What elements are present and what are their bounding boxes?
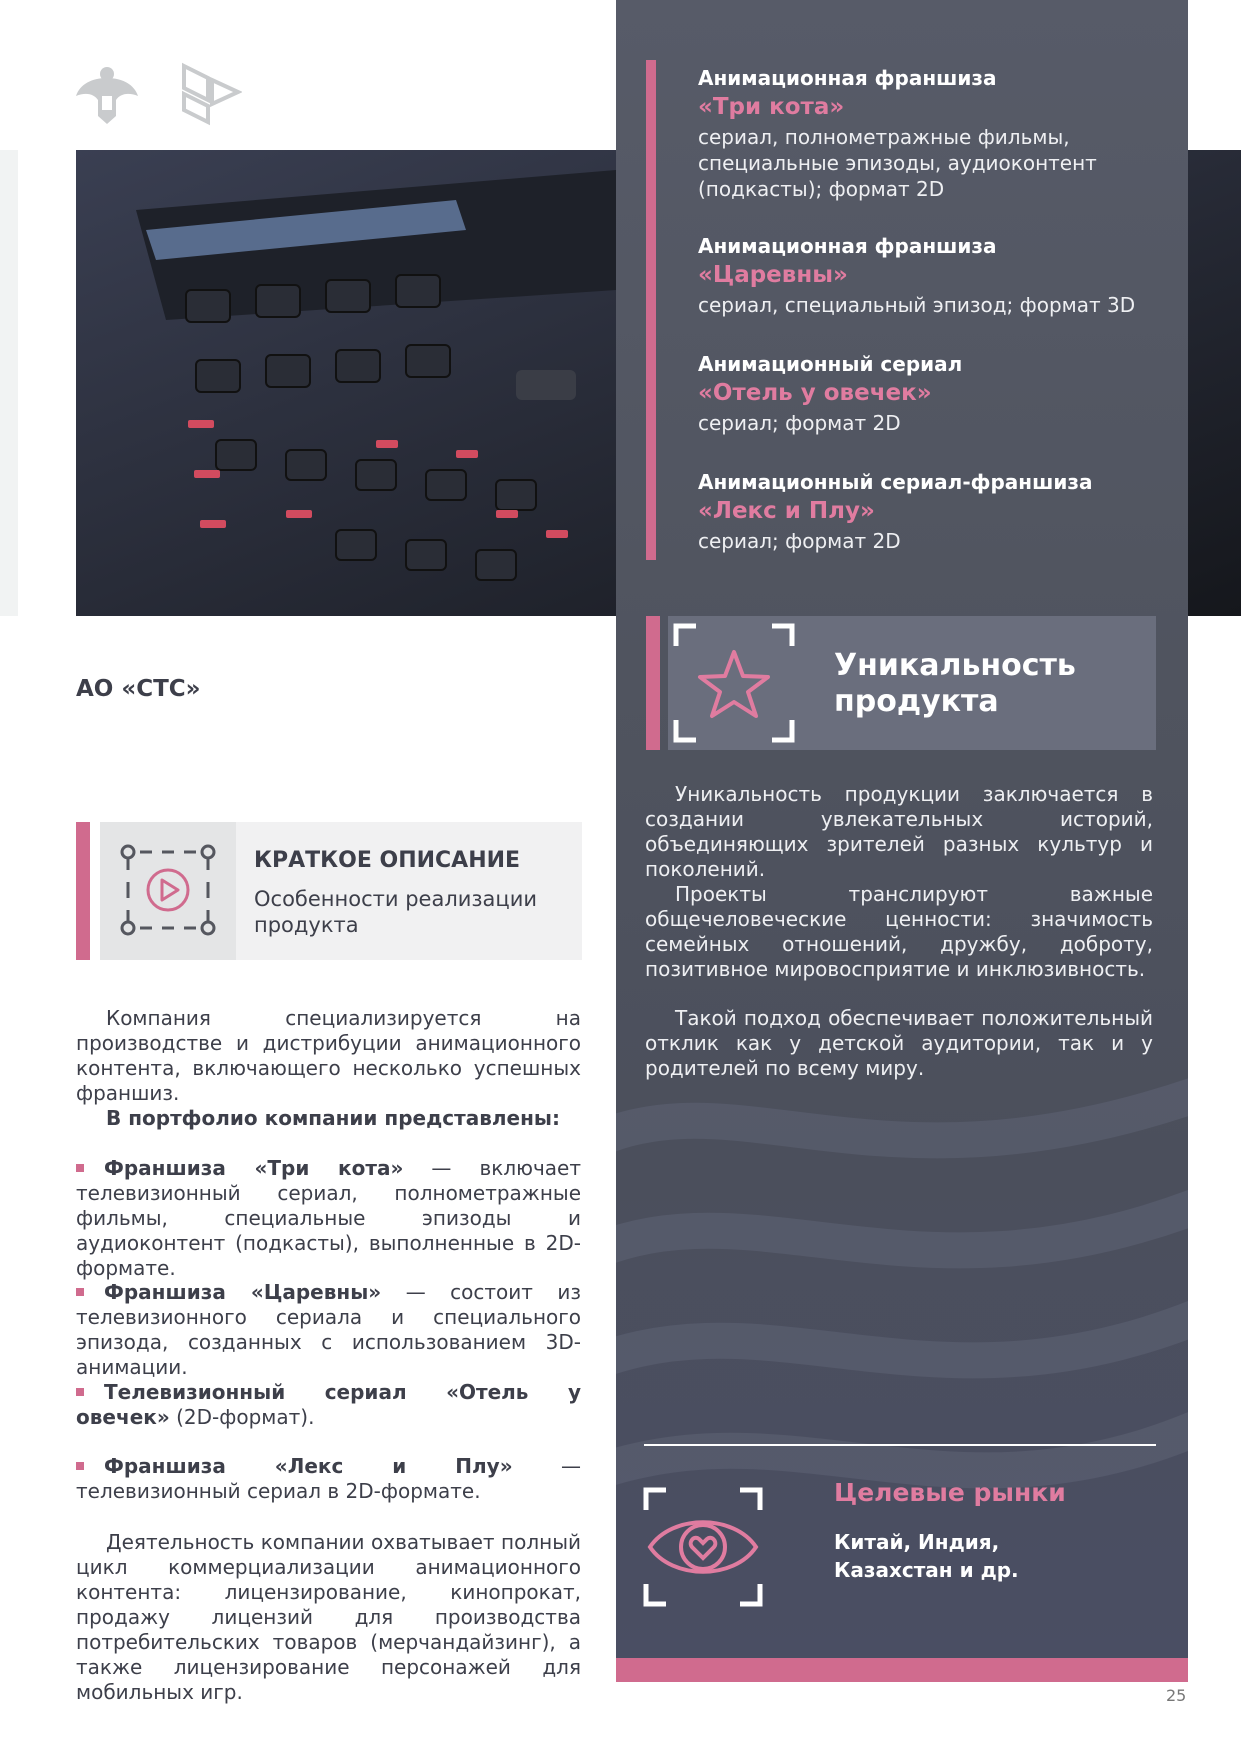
portfolio-heading: В портфолио компании представлены: [106, 1106, 560, 1130]
franchise-item [698, 470, 1158, 554]
bullet-marker [76, 1462, 84, 1470]
markets-line: Казахстан и др. [834, 1558, 1019, 1582]
brief-title: КРАТКОЕ ОПИСАНИЕ [254, 848, 521, 873]
company-name: АО «СТС» [76, 676, 201, 702]
bullet-item [76, 1454, 581, 1504]
franchise-desc: сериал, специальный эпизод; формат 3D [698, 293, 1136, 317]
company-logo [180, 60, 242, 126]
bullet-item [76, 1380, 581, 1430]
paragraph-text: Такой подход обеспечивает положительный отклик как у детской аудитории, так и у родителей по всему миру. [645, 1006, 1153, 1080]
franchise-name: «Лекс и Плу» [698, 498, 875, 524]
franchise-accent-bar [646, 60, 656, 560]
paragraph-text: Уникальность продукции заключается в создании увлекательных историй, объединяющих зрителей разных культур и поколений. [645, 782, 1153, 881]
video-play-icon [100, 822, 236, 960]
markets-list [834, 1528, 1019, 1584]
closing-paragraph [76, 1530, 581, 1705]
franchise-desc: сериал; формат 2D [698, 411, 901, 435]
uniqueness-title: Уникальность продукта [834, 648, 1076, 719]
franchise-type: Анимационный сериал [698, 352, 963, 376]
bullet-marker [76, 1164, 84, 1172]
franchise-name: «Царевны» [698, 262, 848, 288]
franchise-item [698, 234, 1158, 318]
page-number: 25 [1166, 1686, 1187, 1705]
bullet-text: — состоит из телевизионного сериала и специального эпизода, созданных с использованием 3D-анимации. [76, 1280, 581, 1379]
section-divider [644, 1444, 1156, 1446]
paragraph-text: Компания специализируется на производстве и дистрибуции анимационного контента, включающего несколько успешных франшиз. [76, 1006, 581, 1105]
paragraph-text: Деятельность компании охватывает полный цикл коммерциализации анимационного контента: лицензирование, кинопрокат, продажу лицензий для производства потребительских товаров (мерчандайзинг), а также лицензирование персонажей для мобильных игр. [76, 1530, 581, 1704]
franchise-name: «Три кота» [698, 94, 845, 120]
brief-icon-box [100, 822, 236, 960]
bullet-bold: Франшиза «Три кота» [104, 1156, 404, 1180]
markets-line: Китай, Индия, [834, 1530, 1000, 1554]
franchise-name: «Отель у овечек» [698, 380, 932, 406]
uniqueness-paragraph [645, 1006, 1153, 1081]
edge-panel [0, 150, 18, 616]
bullet-marker [76, 1288, 84, 1296]
brief-subtitle: Особенности реализации продукта [254, 887, 538, 937]
bullet-text: — телевизионный сериал в 2D-формате. [76, 1454, 582, 1503]
franchise-type: Анимационная франшиза [698, 66, 997, 90]
eye-heart-icon [642, 1486, 764, 1608]
franchise-item [698, 66, 1158, 202]
bullet-marker [76, 1388, 84, 1396]
bullet-bold: Франшиза «Царевны» [104, 1280, 382, 1304]
bullet-item [76, 1280, 581, 1380]
markets-title: Целевые рынки [834, 1478, 1066, 1507]
franchise-type: Анимационный сериал-франшиза [698, 470, 1093, 494]
paragraph-text: Проекты транслируют важные общечеловеческие ценности: значимость семейных отношений, дружбу, доброту, позитивное мировосприятие и инклюзивность. [645, 882, 1153, 981]
bottom-accent-bar [616, 1658, 1188, 1682]
bullet-bold: Телевизионный сериал «Отель у овечек» [76, 1380, 581, 1429]
franchise-item [698, 352, 1158, 436]
bullet-item [76, 1156, 581, 1281]
uniqueness-accent-bar [646, 616, 660, 750]
franchise-desc: сериал; формат 2D [698, 529, 901, 553]
state-emblem-logo [72, 60, 142, 126]
bullet-text: — включает телевизионный сериал, полнометражные фильмы, специальные эпизоды и аудиоконтент (подкасты), выполненные в 2D-формате. [76, 1156, 581, 1280]
intro-paragraph [76, 1006, 581, 1106]
uniqueness-paragraph [645, 882, 1153, 982]
bullet-bold: Франшиза «Лекс и Плу» [104, 1454, 513, 1478]
brief-accent-bar [76, 822, 90, 960]
uniqueness-paragraph [645, 782, 1153, 882]
star-icon [672, 622, 796, 744]
franchise-desc: сериал, полнометражные фильмы, специальные эпизоды, аудиоконтент (подкасты); формат 2D [698, 125, 1097, 201]
franchise-type: Анимационная франшиза [698, 234, 997, 258]
bullet-text: (2D-формат). [169, 1405, 315, 1429]
